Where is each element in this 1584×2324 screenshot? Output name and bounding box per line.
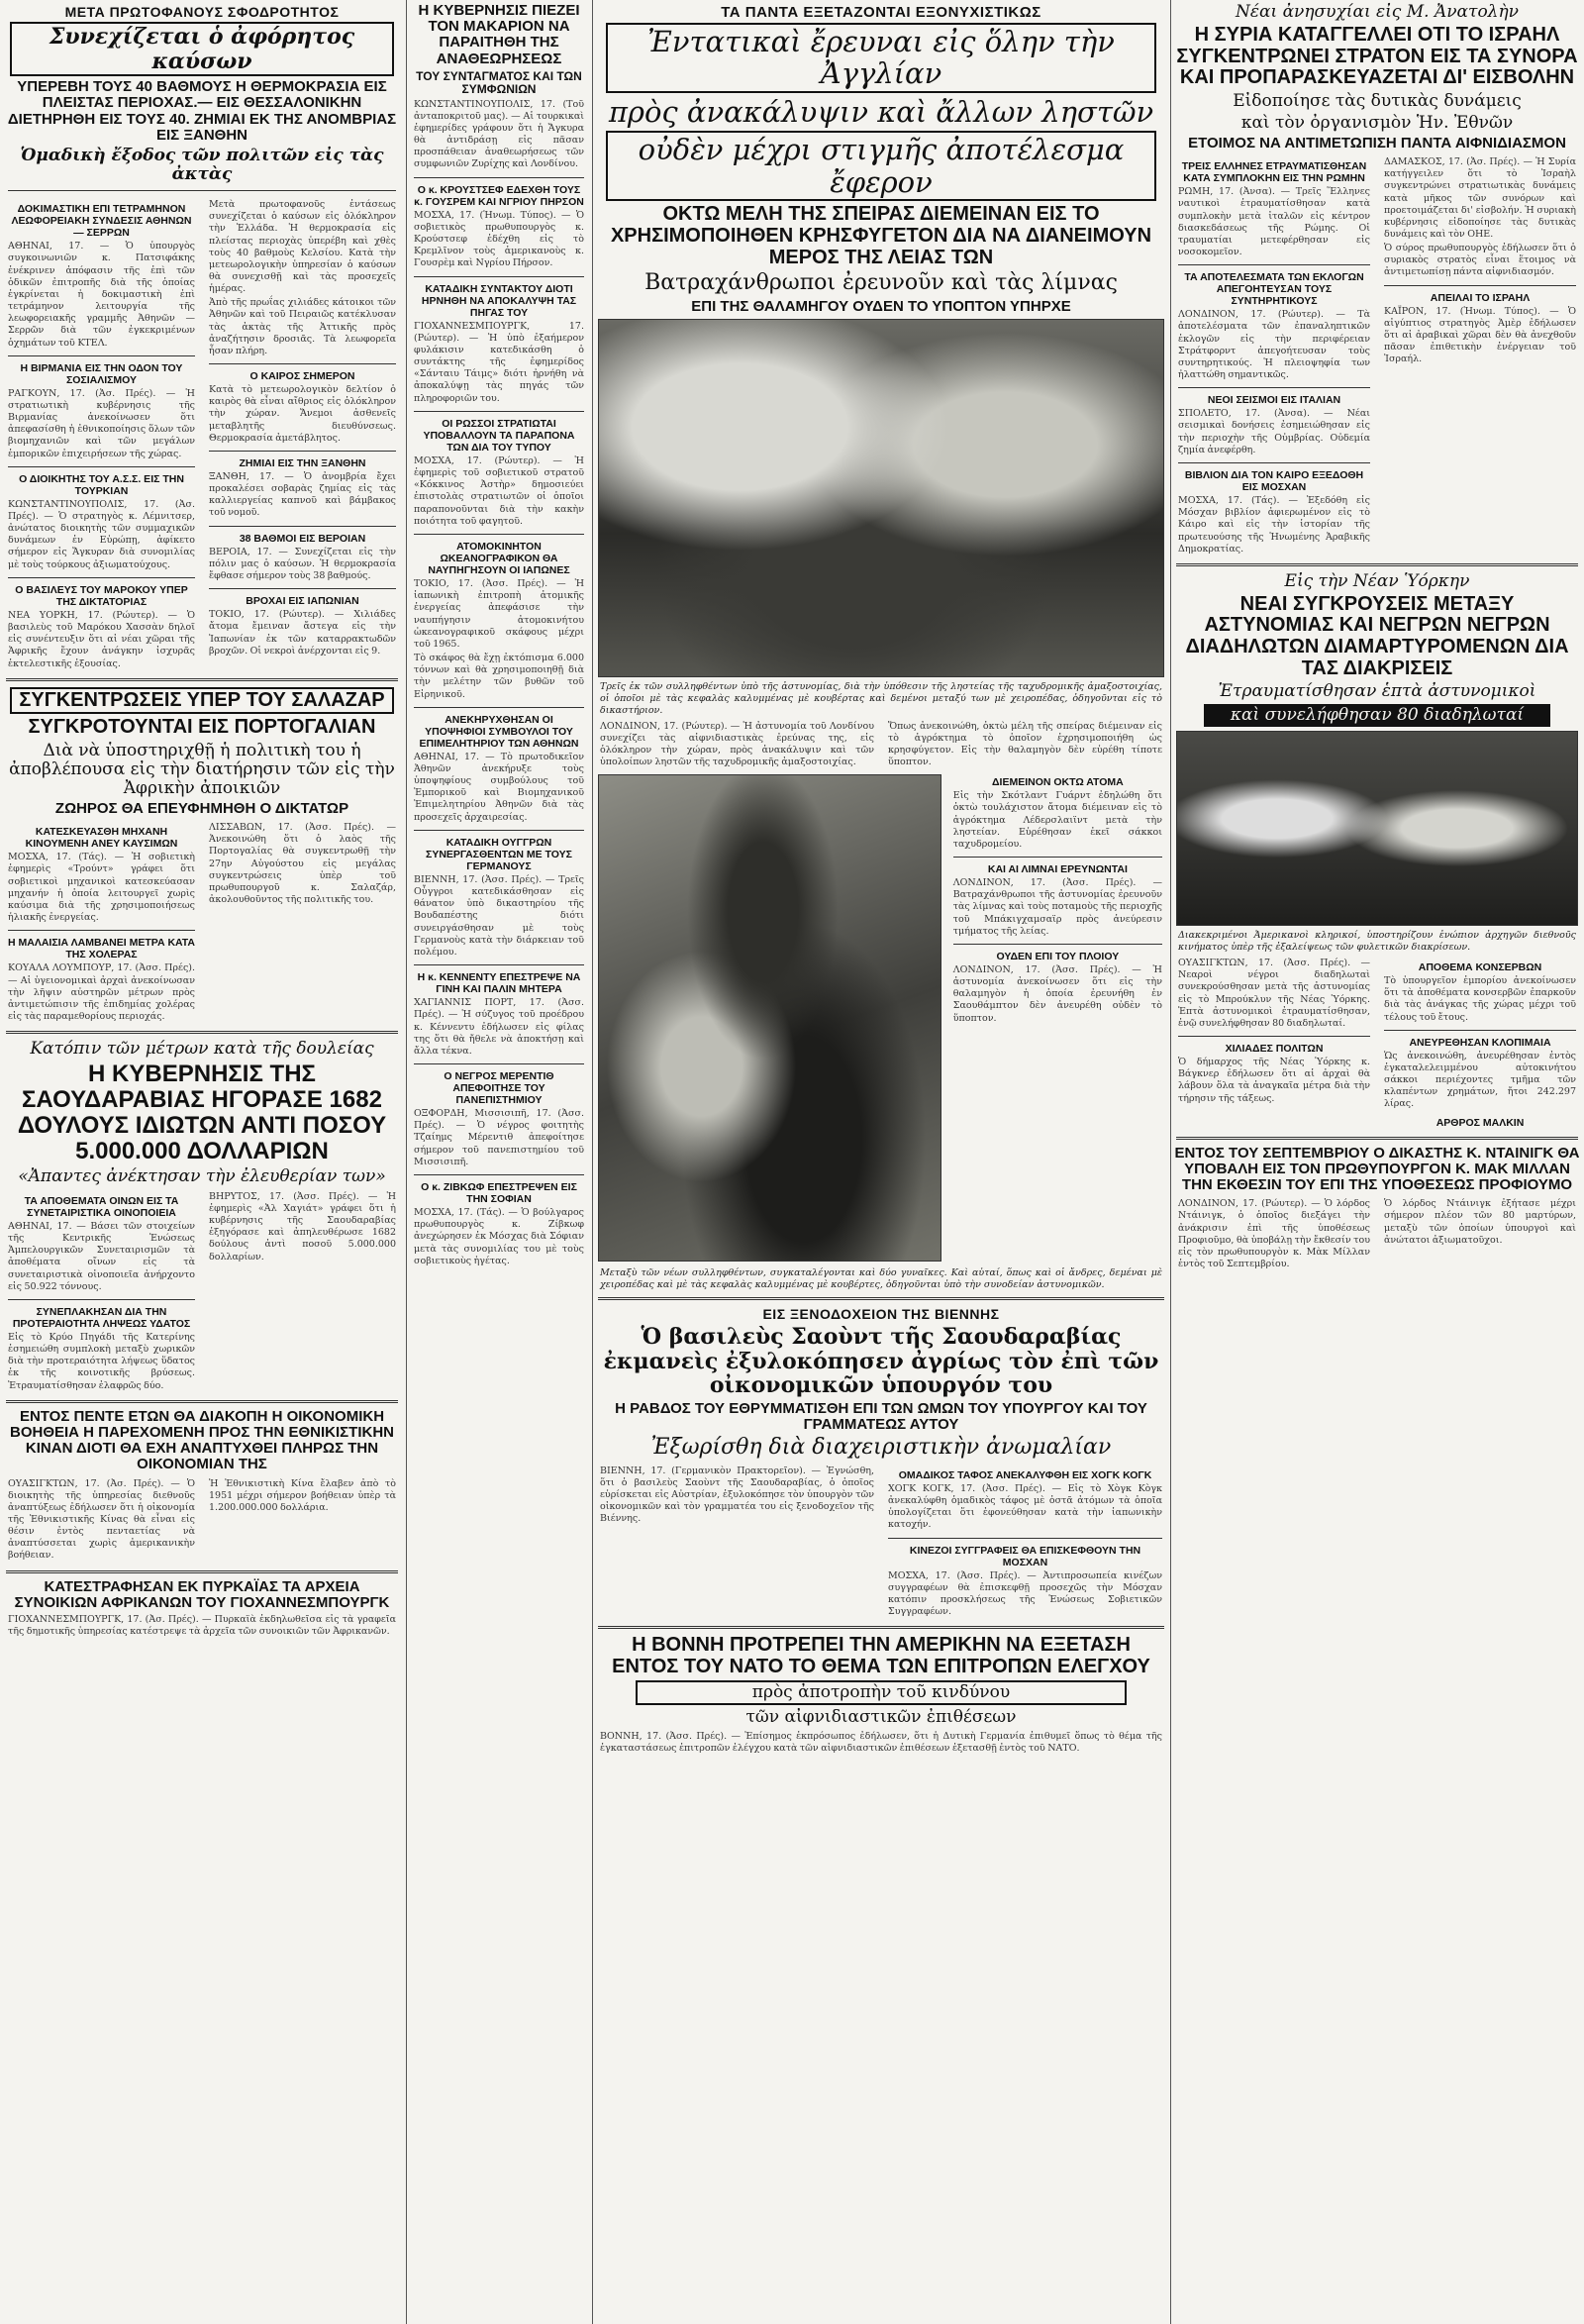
makarios-headline: Η ΚΥΒΕΡΝΗΣΙΣ ΠΙΕΖΕΙ ΤΟΝ ΜΑΚΑΡΙΟΝ ΝΑ ΠΑΡΑΙΤΗΘΗ ΤΗΣ ΑΝΑΘΕΩΡΗΣΕΩΣ [418,2,580,67]
saudi-headline: Η ΚΥΒΕΡΝΗΣΙΣ ΤΗΣ ΣΑΟΥΔΑΡΑΒΙΑΣ ΗΓΟΡΑΣΕ 1682 ΔΟΥΛΟΥΣ ΙΔΙΩΤΩΝ ΑΝΤΙ ΠΟΣΟΥ 5.000.000 ΔΟΛΛΑΡΙΩΝ [17,1061,387,1164]
robbery-kicker: ΤΑ ΠΑΝΤΑ ΕΞΕΤΑΖΟΝΤΑΙ ΕΞΟΝΥΧΙΣΤΙΚΩΣ [721,4,1041,21]
joburg-fire-body: ΓΙΟΧΑΝΝΕΣΜΠΟΥΡΓΚ, 17. (Ἀσ. Πρές). — Πυρκαϊὰ ἐκδηλωθεῖσα εἰς τὰ γραφεῖα τῆς δημοτικῆς ὑπηρεσίας κατέστρεψε τὰ ἀρχεῖα τῶν συνοικιῶν τῶν Ἀφρικανῶν. [8,1614,396,1638]
soviet-soldiers-body: ΜΟΣΧΑ, 17. (Ρώυτερ). — Ἡ ἐφημερὶς τοῦ σοβιετικοῦ στρατοῦ «Κόκκινος Ἀστὴρ» δημοσιεύει ἐπιστολὰς στρατιωτῶν οἱ ὁποῖοι παραπονοῦνται διὰ τὴν κακὴν ποιότητα τοῦ φαγητοῦ. [414,455,584,527]
afsouth-body: ΚΩΝΣΤΑΝΤΙΝΟΥΠΟΛΙΣ, 17. (Ἀσ. Πρές). — Ὁ στρατηγὸς κ. Λέμνιτσερ, ἀνώτατος διοικητὴς τῶν συμμαχικῶν δυνάμεων ἐν Εὐρώπῃ, ἀφίκετο σήμερον εἰς Ἄγκυραν διὰ συνομιλίας μὲ τοὺς τούρκους ἀξιωματούχους. [8,498,195,570]
syria-sub-1: Εἰδοποίησε τὰς δυτικὰς δυνάμεις [1233,90,1522,111]
robbery-headline-2: πρὸς ἀνακάλυψιν καὶ ἄλλων ληστῶν [608,94,1154,129]
elections-heading: ΤΑ ΑΠΟΤΕΛΕΣΜΑΤΑ ΤΩΝ ΕΚΛΟΓΩΝ ΑΠΕΓΟΗΤΕΥΣΑΝ ΤΟΥΣ ΣΥΝΤΗΡΗΤΙΚΟΥΣ [1184,271,1364,308]
china-aid-headline: ΕΝΤΟΣ ΠΕΝΤΕ ΕΤΩΝ ΘΑ ΔΙΑΚΟΠΗ Η ΟΙΚΟΝΟΜΙΚΗ ΒΟΗΘΕΙΑ Η ΠΑΡΕΧΟΜΕΝΗ ΠΡΟΣ ΤΗΝ ΕΘΝΙΚΙΣΤΙΚΗΝ ΚΙΝΑΝ ΔΙΟΤΙ ΘΑ ΕΧΗ ΑΝΑΠΤΥΧΘΕΙ ΠΛΗΡΩΣ ΤΗΝ ΟΙΚΟΝΟΜΙΑΝ ΤΗΣ [9,1407,395,1473]
ocean-vessel-body: ΤΟΚΙΟ, 17. (Ἀσσ. Πρές). — Ἡ ἰαπωνικὴ ἐπιτροπὴ ἀτομικῆς ἐνεργείας ἀπεφάσισε τὴν ναυπήγησιν ἀτομοκινήτου ὠκεανογραφικοῦ σκάφους μέχρι τοῦ 1965. [414,578,584,650]
damascus-body: ΔΑΜΑΣΚΟΣ, 17. (Ἀσ. Πρές). — Ἡ Συρία κατήγγειλεν ὅτι τὸ Ἰσραὴλ συγκεντρώνει στρατιωτικὰς δυνάμεις κατὰ μῆκος τῶν συνόρων καὶ προετοιμάζεται δι' εἰσβολήν. Ἡ συριακὴ κυβέρνησις εἰδοποίησε τὰς δυτικὰς δυνάμεις καὶ τὸν ΟΗΕ. [1384,156,1576,240]
engine-heading: ΚΑΤΕΣΚΕΥΑΣΘΗ ΜΗΧΑΝΗ ΚΙΝΟΥΜΕΝΗ ΑΝΕΥ ΚΑΥΣΙΜΩΝ [25,826,178,851]
ocean-vessel-heading: ΑΤΟΜΟΚΙΝΗΤΟΝ ΩΚΕΑΝΟΓΡΑΦΙΚΟΝ ΘΑ ΝΑΥΠΗΓΗΣΟΥΝ ΟΙ ΙΑΠΩΝΕΣ [428,540,570,577]
canned-goods-body: Τὸ ὑπουργεῖον ἐμπορίου ἀνεκοίνωσεν ὅτι τὰ ἀποθέματα κονσερβῶν ἐπαρκοῦν διὰ τὰς ἀνάγκας τῆς χώρας μέχρι τοῦ τέλους τοῦ ἔτους. [1384,975,1576,1023]
morocco-heading: Ο ΒΑΣΙΛΕΥΣ ΤΟΥ ΜΑΡΟΚΟΥ ΥΠΕΡ ΤΗΣ ΔΙΚΤΑΤΟΡΙΑΣ [15,583,188,608]
eight-persons-body: Εἰς τὴν Σκότλαντ Γυάρντ ἐδηλώθη ὅτι ὀκτὼ τουλάχιστον ἄτομα διέμειναν εἰς τὸ ἀγρόκτημα Λέδερσλαιϊντ μετὰ τὴν ληστείαν. Εὑρέθησαν ἐκεῖ σάκκοι ταχυδρομείου. [952,790,1162,850]
newyork-kicker: Εἰς τὴν Νέαν Ὑόρκην [1284,570,1470,591]
rome-heading: ΤΡΕΙΣ ΕΛΛΗΝΕΣ ΕΤΡΑΥΜΑΤΙΣΘΗΣΑΝ ΚΑΤΑ ΣΥΜΠΛΟΚΗΝ ΕΙΣ ΤΗΝ ΡΩΜΗΝ [1181,160,1367,185]
vienna-deck: Η ΡΑΒΔΟΣ ΤΟΥ ΕΘΡΥΜΜΑΤΙΣΘΗ ΕΠΙ ΤΩΝ ΩΜΩΝ ΤΟΥ ΥΠΟΥΡΓΟΥ ΚΑΙ ΤΟΥ ΓΡΑΜΜΑΤΕΩΣ ΑΥΤΟΥ [615,1399,1147,1433]
meredith-heading: Ο ΝΕΓΡΟΣ ΜΕΡΕΝΤΙΘ ΑΠΕΦΟΙΤΗΣΕ ΤΟΥ ΠΑΝΕΠΙΣΤΗΜΙΟΥ [444,1069,554,1107]
journalist-heading: ΚΑΤΑΔΙΚΗ ΣΥΝΤΑΚΤΟΥ ΔΙΟΤΙ ΗΡΝΗΘΗ ΝΑ ΑΠΟΚΑΛΥΨΗ ΤΑΣ ΠΗΓΑΣ ΤΟΥ [421,282,577,319]
chamber-body: ΑΘΗΝΑΙ, 17. — Τὸ πρωτοδικεῖον Ἀθηνῶν ἀνεκήρυξε τοὺς ὑποψηφίους συμβούλους τοῦ Ἐμπορικοῦ καὶ Βιομηχανικοῦ Ἐπιμελητηρίου Ἀθηνῶν διὰ τὰς προσεχεῖς ἀρχαιρεσίας. [414,751,584,823]
soviet-soldiers-heading: ΟΙ ΡΩΣΣΟΙ ΣΤΡΑΤΙΩΤΑΙ ΥΠΟΒΑΛΛΟΥΝ ΤΑ ΠΑΡΑΠΟΝΑ ΤΩΝ ΔΙΑ ΤΟΥ ΤΥΠΟΥ [423,417,575,454]
thousands-heading: ΧΙΛΙΑΔΕΣ ΠΟΛΙΤΩΝ [1225,1043,1324,1055]
salazar-deck: ΖΩΗΡΟΣ ΘΑ ΕΠΕΥΦΗΜΗΘΗ Ο ΔΙΚΤΑΤΩΡ [54,799,349,817]
veria-heading: 38 ΒΑΘΜΟΙ ΕΙΣ ΒΕΡΟΙΑΝ [239,532,366,545]
heat-sub: Ὁμαδικὴ ἔξοδος τῶν πολιτῶν εἰς τὰς ἀκτὰς [20,146,384,185]
cairo-book-heading: ΒΙΒΛΙΟΝ ΔΙΑ ΤΟΝ ΚΑΙΡΟ ΕΞΕΔΟΘΗ ΕΙΣ ΜΟΣΧΑΝ [1184,468,1364,493]
center-columns [596,0,1166,2324]
khrushchev-heading: Ο κ. ΚΡΟΥΣΤΣΕΦ ΕΔΕΧΘΗ ΤΟΥΣ κ. ΓΟΥΣΡΕΜ ΚΑΙ ΝΓΡΙΟΥ ΠΗΡΣΟΝ [414,183,584,208]
burma-heading: Η ΒΙΡΜΑΝΙΑ ΕΙΣ ΤΗΝ ΟΔΟΝ ΤΟΥ ΣΟΣΙΑΛΙΣΜΟΥ [20,361,183,386]
women-arrested-caption: Μεταξὺ τῶν νέων συλληφθέντων, συγκαταλέγονται καὶ δύο γυναῖκες. Καὶ αὐταί, ὅπως καὶ οἱ ἄνδρες, δεμέναι μὲ χειροπέδας καὶ μὲ τὰς κεφαλὰς καλυμμένας μὲ κουβέρτες, ὁδηγοῦνται ὑπὸ τὴν συνοδείαν ἀστυνομικῶν. [600,1267,1162,1291]
mideast-kicker: Νέαι ἀνησυχίαι εἰς Μ. Ἀνατολὴν [1236,2,1519,22]
kennedy-heading: Η κ. ΚΕΝΝΕΝΤΥ ΕΠΕΣΤΡΕΨΕ ΝΑ ΓΙΝΗ ΚΑΙ ΠΑΛΙΝ ΜΗΤΕΡΑ [417,971,581,996]
zhivkov-body: ΜΟΣΧΑ, 17. (Τάς). — Ὁ βούλγαρος πρωθυπουργὸς κ. Ζίβκωφ ἀνεχώρησεν ἐκ Μόσχας διὰ Σόφιαν μετὰ τὰς συνομιλίας του μὲ τοὺς σοβιετικοὺς ἡγέτας. [414,1207,584,1266]
loot-found-body: Ὡς ἀνεκοινώθη, ἀνευρέθησαν ἐντὸς ἐγκαταλελειμμένου αὐτοκινήτου σάκκοι περιέχοντες τμῆμα τῶν κλαπέντων χρημάτων, ἤτοι 242.297 λίρας. [1384,1050,1576,1110]
saudi-sub: «Ἀπαντες ἀνέκτησαν τὴν ἐλευθερίαν των» [18,1165,386,1186]
wine-heading: ΤΑ ΑΠΟΘΕΜΑΤΑ ΟΙΝΩΝ ΕΙΣ ΤΑ ΣΥΝΕΤΑΙΡΙΣΤΙΚΑ ΟΙΝΟΠΟΙΕΙΑ [24,1194,179,1219]
mass-grave-heading: ΟΜΑΔΙΚΟΣ ΤΑΦΟΣ ΑΝΕΚΑΛΥΦΘΗ ΕΙΣ ΧΟΓΚ ΚΟΓΚ [898,1468,1152,1481]
kennedy-body: ΧΑΓΙΑΝΝΙΣ ΠΟΡΤ, 17. (Ἀσσ. Πρές). — Ἡ σύζυγος τοῦ προέδρου κ. Κέννεντυ ἐδήλωσεν εἰς φίλας της ὅτι θὰ ἤθελε νὰ ἀποκτήσῃ καὶ ἄλλα τέκνα. [414,997,584,1057]
meredith-body: ΟΞΦΟΡΔΗ, Μισσισιπῆ, 17. (Ἀσσ. Πρές). — Ὁ νέγρος φοιτητὴς Τζαίημς Μέρεντιθ ἀπεφοίτησε σήμερον τοῦ πανεπιστημίου τοῦ Μισσισιπῆ. [414,1108,584,1167]
xanthi-heading: ΖΗΜΙΑΙ ΕΙΣ ΤΗΝ ΞΑΝΘΗΝ [239,456,366,469]
xanthi-body: ΞΑΝΘΗ, 17. — Ὁ ἀνομβρία ἔχει προκαλέσει σοβαρὰς ζημίας εἰς τὰς καλλιεργείας καπνοῦ καὶ βάμβακος τοῦ νομοῦ. [209,471,396,519]
engine-body: ΜΟΣΧΑ, 17. (Τάς). — Ἡ σοβιετικὴ ἐφημερὶς «Τρούντ» γράφει ὅτι σοβιετικοὶ μηχανικοὶ κατεσκεύασαν μηχανήν ἡ ὁποία λειτουργεῖ χωρὶς καύσιμα διὰ τῆς χρησιμοποιήσεως ἡλιακῆς ἐνεργείας. [8,852,195,924]
journalist-body: ΓΙΟΧΑΝΝΕΣΜΠΟΥΡΓΚ, 17. (Ρώυτερ). — Ἡ ὑπὸ ἐξαήμερον φυλάκισιν κατεδικάσθη ὁ συντάκτης τῆς ἐφημερίδος «Σάνταιυ Τάιμς» διότι ἠρνήθη νὰ ἀποκαλύψῃ τὰς πηγάς τῶν πληροφοριῶν του. [414,320,584,404]
suspects-photo-caption: Τρεῖς ἐκ τῶν συλληφθέντων ὑπὸ τῆς ἀστυνομίας, διὰ τὴν ὑπόθεσιν τῆς ληστείας τῆς ταχυδρομικῆς ἀμαξοστοιχίας, οἱ ὁποῖοι μὲ τὰς κεφαλὰς καλυμμένας μὲ κουβέρτας καὶ δεμένοι μεταξύ των μὲ χειροπέδας, ὁδηγοῦνται εἰς τὸ δικαστήριον. [600,680,1162,716]
bonn-sub-1: πρὸς ἀποτροπὴν τοῦ κινδύνου [636,1680,1127,1705]
japan-rain-body: ΤΟΚΙΟ, 17. (Ρώυτερ). — Χιλιάδες ἄτομα ἔμειναν ἄστεγα εἰς τὴν Ἰαπωνίαν ἐκ τῶν καταρρακτωδῶν βροχῶν. Οἱ νεκροὶ ἀνέρχονται εἰς 9. [209,609,396,657]
column-1 [4,0,400,2324]
israel-threat-heading: ΑΠΕΙΛΑΙ ΤΟ ΙΣΡΑΗΛ [1430,291,1531,304]
lakes-heading: ΚΑΙ ΑΙ ΛΙΜΝΑΙ ΕΡΕΥΝΩΝΤΑΙ [987,863,1128,876]
salazar-sub: Διὰ νὰ ὑποστηριχθῇ ἡ πολιτικὴ του ἡ ἀποβλέπουσα εἰς τὴν διατήρησιν τῶν εἰς τὴν Ἀφρικὴν ἀποικιῶν [9,740,395,798]
vienna-headline: Ὁ βασιλεὺς Σαοὺντ τῆς Σαουδαραβίας ἐκμανεὶς ἐξυλοκόπησεν ἀγρίως τὸν ἐπὶ τῶν οἰκονομικῶν ὑπουργόν του [603,1323,1159,1399]
vienna-sub: Ἐξωρίσθη διὰ διαχειριστικὴν ἀνωμαλίαν [650,1435,1112,1461]
robbery-headline-1: Ἐντατικαὶ ἔρευναι εἰς ὅλην τὴν Ἀγγλίαν [606,23,1156,93]
denning-body: ΛΟΝΔΙΝΟΝ, 17. (Ρώυτερ). — Ὁ λόρδος Ντάινιγκ, ὁ ὁποῖος διεξάγει τὴν ἀνάκρισιν ἐπὶ τῆς ὑποθέσεως Προφιοῦμο, θὰ ὑποβάλῃ τὴν ἔκθεσίν του εἰς τὸν πρωθυπουργὸν κ. Μὰκ Μίλλαν ἐντὸς τοῦ Σεπτεμβρίου. [1178,1198,1370,1269]
ship-body: ΛΟΝΔΙΝΟΝ, 17. (Ἀσσ. Πρές). — Ἡ ἀστυνομία ἀνεκοίνωσεν ὅτι εἰς τὴν θαλαμηγὸν ἡ ὁποία ἐρευνήθη ἐν Σαουθάμπτον δὲν ἀνευρέθη οὐδὲν τὸ ὕποπτον. [952,963,1162,1024]
makarios-body: ΚΩΝΣΤΑΝΤΙΝΟΥΠΟΛΙΣ, 17. (Τοῦ ἀνταποκριτοῦ μας). — Αἱ τουρκικαὶ ἐφημερίδες γράφουν ὅτι ἡ Ἄγκυρα θὰ ἀντιδράσῃ εἰς πᾶσαν προσπάθειαν ἀναθεωρήσεως τῶν συμφωνιῶν Ζυρίχης καὶ Λονδίνου. [414,98,584,170]
afsouth-heading: Ο ΔΙΟΙΚΗΤΗΣ ΤΟΥ Α.Σ.Σ. ΕΙΣ ΤΗΝ ΤΟΥΡΚΙΑΝ [19,472,184,497]
quake-heading: ΝΕΟΙ ΣΕΙΣΜΟΙ ΕΙΣ ΙΤΑΛΙΑΝ [1207,394,1341,407]
joburg-fire-headline: ΚΑΤΕΣΤΡΑΦΗΣΑΝ ΕΚ ΠΥΡΚΑΪΑΣ ΤΑ ΑΡΧΕΙΑ ΣΥΝΟΙΚΙΩΝ ΑΦΡΙΚΑΝΩΝ ΤΟΥ ΓΙΟΧΑΝΝΕΣΜΠΟΥΡΓΚ [14,1577,390,1611]
robbery-sub: Βατραχάνθρωποι ἐρευνοῦν καὶ τὰς λίμνας [644,270,1118,296]
heat-body-2: Ἀπὸ τῆς πρωΐας χιλιάδες κάτοικοι τῶν Ἀθηνῶν καὶ τοῦ Πειραιῶς κατέκλυσαν τὰς ἀκτὰς τῆς Ἀττικῆς πρὸς ἀναζήτησιν δροσιᾶς. Τὰ λεωφορεῖα ἦσαν πλήρη. [209,297,396,356]
women-arrested-photo [598,774,941,1262]
saudi-kicker: Κατόπιν τῶν μέτρων κατὰ τῆς δουλείας [30,1039,374,1060]
japan-rain-heading: ΒΡΟΧΑΙ ΕΙΣ ΙΑΠΩΝΙΑΝ [246,595,359,608]
suspects-photo [598,319,1164,677]
hungary-body: ΒΙΕΝΝΗ, 17. (Ἀσσ. Πρές). — Τρεῖς Οὗγγροι κατεδικάσθησαν εἰς θάνατον ὑπὸ δικαστηρίου τῆς Βουδαπέστης διότι συνειργάσθησαν μὲ τοὺς Γερμανοὺς κατὰ τὴν διάρκειαν τοῦ πολέμου. [414,873,584,958]
israel-threat-body: ΚΑΪΡΟΝ, 17. (Ἡνωμ. Τύπος). — Ὁ αἰγύπτιος στρατηγὸς Ἀμὲρ ἐδήλωσεν ὅτι αἱ ἀραβικαὶ χῶραι δὲν θὰ ἀνεχθοῦν πᾶσαν ἐπιθετικὴν ἐνέργειαν τοῦ Ἰσραήλ. [1384,305,1576,365]
bonn-body: ΒΟΝΝΗ, 17. (Ἀσσ. Πρές). — Ἐπίσημος ἐκπρόσωπος ἐδήλωσεν, ὅτι ἡ Δυτικὴ Γερμανία ἐπιθυμεῖ ὅπως τὸ θέμα τῆς ἐγκαταστάσεως ἐπιτροπῶν ἐλέγχου κατὰ τῶν αἰφνιδιαστικῶν ἐπιθέσεων ἐξετασθῇ ἐντὸς τοῦ ΝΑΤΟ. [600,1730,1162,1754]
loot-found-heading: ΑΝΕΥΡΕΘΗΣΑΝ ΚΛΟΠΙΜΑΙΑ [1409,1036,1551,1049]
heat-body: Μετὰ πρωτοφανοῦς ἐντάσεως συνεχίζεται ὁ καύσων εἰς ὁλόκληρον τὴν Ἑλλάδα. Ἡ θερμοκρασία εἰς πλείστας περιοχὰς ὑπερέβη καὶ χθὲς τοὺς 40 βαθμοὺς Κελσίου. Κατὰ τὴν μετεωρολογικὴν ὑπηρεσίαν ὁ καύσων θὰ συνεχισθῇ καὶ τὰς προσεχεῖς ἡμέρας. [209,199,396,295]
robbery-body-2: Ὅπως ἀνεκοινώθη, ὀκτὼ μέλη τῆς σπείρας διέμειναν εἰς τὸ ἀγρόκτημα τὸ ὁποῖον ἐχρησιμοποιήθη ὡς κρησφύγετον. Εἰς τὴν θαλαμηγὸν δὲν εὑρέθη τίποτε ὕποπτον. [888,720,1162,768]
water-body: Εἰς τὸ Κρύο Πηγάδι τῆς Κατερίνης ἐσημειώθη συμπλοκὴ μεταξὺ χωρικῶν διὰ τὴν προτεραιότητα λήψεως ὕδατος ἐκ τῆς κοινοτικῆς βρύσεως. Ἐτραυματίσθησαν ἐλαφρῶς δύο. [8,1332,195,1391]
newyork-sub-1: Ἐτραυματίσθησαν ἑπτὰ ἀστυνομικοὶ [1218,681,1536,702]
khrushchev-body: ΜΟΣΧΑ, 17. (Ἡνωμ. Τύπος). — Ὁ σοβιετικὸς πρωθυπουργὸς κ. Κρούστσεφ ἐδέχθη εἰς τὸ Κρεμλῖνον τοὺς ἀμερικανοὺς κ. Γουσρὲμ καὶ Νγρίου Πήρσον. [414,209,584,269]
robbery-sub-2: ΕΠΙ ΤΗΣ ΘΑΛΑΜΗΓΟΥ ΟΥΔΕΝ ΤΟ ΥΠΟΠΤΟΝ ΥΠΗΡΧΕ [691,297,1071,315]
newyork-body: ΟΥΑΣΙΓΚΤΩΝ, 17. (Ἀσσ. Πρές). — Νεαροὶ νέγροι διαδηλωταὶ συνεκρούσθησαν μετὰ τῆς ἀστυνομίας εἰς τὸ Μπρούκλυν τῆς Νέας Ὑόρκης. Ἑπτὰ ἀστυνομικοὶ ἐτραυματίσθησαν, ἐνῷ συνελήφθησαν 80 διαδηλωταί. [1178,958,1370,1029]
hungary-heading: ΚΑΤΑΔΙΚΗ ΟΥΓΓΡΩΝ ΣΥΝΕΡΓΑΣΘΕΝΤΩΝ ΜΕ ΤΟΥΣ ΓΕΡΜΑΝΟΥΣ [426,836,572,872]
china-aid-body-2: Ἡ Ἐθνικιστικὴ Κίνα ἔλαβεν ἀπὸ τὸ 1951 μέχρι σήμερον βοήθειαν ὑπὲρ τὰ 1.200.000.000 δολλάρια. [209,1477,396,1513]
syria-deck: ΕΤΟΙΜΟΣ ΝΑ ΑΝΤΙΜΕΤΩΠΙΣΗ ΠΑΝΤΑ ΑΙΦΝΙΔΙΑΣΜΟΝ [1188,134,1566,152]
syria-headline: Η ΣΥΡΙΑ ΚΑΤΑΓΓΕΛΛΕΙ ΟΤΙ ΤΟ ΙΣΡΑΗΛ ΣΥΓΚΕΝΤΡΩΝΕΙ ΣΤΡΑΤΟΝ ΕΙΣ ΤΑ ΣΥΝΟΡΑ ΚΑΙ ΠΡΟΠΑΡΑΣΚΕΥΑΖΕΤΑΙ ΔΙ' ΕΙΣΒΟΛΗΝ [1176,24,1578,89]
veria-body: ΒΕΡΟΙΑ, 17. — Συνεχίζεται εἰς τὴν πόλιν μας ὁ καύσων. Ἡ θερμοκρασία ἔφθασε σήμερον τοὺς 38 βαθμούς. [209,546,396,581]
loot-found-signature: ΑΡΘΡΟΣ ΜΑΛΚΙΝ [1436,1116,1525,1129]
chinese-writers-heading: ΚΙΝΕΖΟΙ ΣΥΓΓΡΑΦΕΙΣ ΘΑ ΕΠΙΣΚΕΦΘΟΥΝ ΤΗΝ ΜΟΣΧΑΝ [909,1544,1141,1568]
rome-body: ΡΩΜΗ, 17. (Ἀνσα). — Τρεῖς Ἕλληνες ναυτικοὶ ἐτραυματίσθησαν κατὰ συμπλοκὴν μετὰ ἰταλῶν εἰς κέντρον διασκεδάσεως τῆς Ρώμης. Οἱ τραυματίαι μετεφέρθησαν εἰς νοσοκομεῖον. [1178,186,1370,257]
robbery-headline-3: οὐδὲν μέχρι στιγμῆς ἀποτέλεσμα ἔφερον [606,131,1156,201]
clergy-photo [1176,731,1578,926]
quake-body: ΣΠΟΛΕΤΟ, 17. (Ἀνσα). — Νέαι σεισμικαὶ δονήσεις ἐσημειώθησαν εἰς τὴν περιοχὴν τῆς Οὐμβρίας. Οὐδεμία ζημία ἀνεφέρθη. [1178,408,1370,455]
heat-deck: ΥΠΕΡΕΒΗ ΤΟΥΣ 40 ΒΑΘΜΟΥΣ Η ΘΕΡΜΟΚΡΑΣΙΑ ΕΙΣ ΠΛΕΙΣΤΑΣ ΠΕΡΙΟΧΑΣ.— ΕΙΣ ΘΕΣΣΑΛΟΝΙΚΗΝ ΔΙΕΤΗΡΗΘΗ ΕΙΣ ΤΟΥΣ 40. ΖΗΜΙΑΙ ΕΚ ΤΗΣ ΑΝΟΜΒΡΙΑΣ ΕΙΣ ΞΑΝΘΗΝ [7,78,397,144]
damascus-body-2: Ὁ σύρος πρωθυπουργὸς ἐδήλωσεν ὅτι ὁ συριακὸς στρατὸς εἶναι ἕτοιμος νὰ ἀντιμετωπίσῃ πάντα αἰφνιδιασμόν. [1384,243,1576,278]
bus-line-heading: ΔΟΚΙΜΑΣΤΙΚΗ ΕΠΙ ΤΕΤΡΑΜΗΝΟΝ ΛΕΩΦΟΡΕΙΑΚΗ ΣΥΝΔΕΣΙΣ ΑΘΗΝΩΝ — ΣΕΡΡΩΝ [11,203,192,240]
bus-line-body: ΑΘΗΝΑΙ, 17. — Ὁ ὑπουργὸς συγκοινωνιῶν κ. Πατσιφάκης ἐνέκρινεν ἀπόφασιν τῆς ἐπὶ τῶν ὁδικῶν ἐπιτροπῆς διὰ τῆς ὁποίας ἐγκρίνεται ἡ δοκιμαστικὴ ἐπὶ τετράμηνον λειτουργία τῆς λεωφορειακῆς γραμμῆς Ἀθηνῶν — Σερρῶν διὰ τῶν ἐγκεκριμένων ὁχημάτων τοῦ ΚΤΕΛ. [8,241,195,349]
bonn-sub-2: τῶν αἰφνιδιαστικῶν ἐπιθέσεων [745,1707,1017,1728]
heat-headline: Συνεχίζεται ὁ ἀφόρητος καύσων [10,22,394,76]
weather-heading: Ο ΚΑΙΡΟΣ ΣΗΜΕΡΟΝ [249,370,355,383]
newyork-headline: ΝΕΑΙ ΣΥΓΚΡΟΥΣΕΙΣ ΜΕΤΑΞΥ ΑΣΤΥΝΟΜΙΑΣ ΚΑΙ ΝΕΓΡΩΝ ΝΕΓΡΩΝ ΔΙΑΔΗΛΩΤΩΝ ΔΙΑΜΑΡΤΥΡΟΜΕΝΩΝ ΔΙΑ ΤΑΣ ΔΙΑΚΡΙΣΕΙΣ [1185,592,1569,679]
chamber-heading: ΑΝΕΚΗΡΥΧΘΗΣΑΝ ΟΙ ΥΠΟΨΗΦΙΟΙ ΣΥΜΒΟΥΛΟΙ ΤΟΥ ΕΠΙΜΕΛΗΤΗΡΙΟΥ ΤΩΝ ΑΘΗΝΩΝ [419,713,579,750]
denning-headline: ΕΝΤΟΣ ΤΟΥ ΣΕΠΤΕΜΒΡΙΟΥ Ο ΔΙΚΑΣΤΗΣ Κ. ΝΤΑΙΝΙΓΚ ΘΑ ΥΠΟΒΑΛΗ ΕΙΣ ΤΟΝ ΠΡΩΘΥΠΟΥΡΓΟΝ Κ. ΜΑΚ ΜΙΛΛΑΝ ΤΗΝ ΕΚΘΕΣΙΝ ΤΟΥ ΕΠΙ ΤΗΣ ΥΠΟΘΕΣΕΩΣ ΠΡΟΦΙΟΥΜΟ [1174,1144,1580,1194]
denning-body-2: Ὁ λόρδος Ντάινιγκ ἐξήτασε μέχρι σήμερον πλέον τῶν 80 μαρτύρων, μεταξὺ τῶν ὁποίων ὑπουργοὶ καὶ ἀνώτατοι ἀξιωματοῦχοι. [1384,1198,1576,1246]
burma-body: ΡΑΓΚΟΥΝ, 17. (Ἀσ. Πρές). — Ἡ στρατιωτικὴ κυβέρνησις τῆς Βιρμανίας ἀνεκοίνωσεν ὅτι ἀπεφασίσθη ἡ ἐθνικοποίησις ὅλων τῶν βιομηχανιῶν καὶ τῶν μεγάλων ἐμπορικῶν ἐπιχειρήσεων τῆς χώρας. [8,387,195,459]
bonn-headline: Η ΒΟΝΝΗ ΠΡΟΤΡΕΠΕΙ ΤΗΝ ΑΜΕΡΙΚΗΝ ΝΑ ΕΞΕΤΑΣΗ ΕΝΤΟΣ ΤΟΥ ΝΑΤΟ ΤΟ ΘΕΜΑ ΤΩΝ ΕΠΙΤΡΟΠΩΝ ΕΛΕΓΧΟΥ [612,1634,1150,1677]
makarios-sub: ΤΟΥ ΣΥΝΤΑΓΜΑΤΟΣ ΚΑΙ ΤΩΝ ΣΥΜΦΩΝΙΩΝ [416,68,582,96]
cairo-book-body: ΜΟΣΧΑ, 17. (Τάς). — Ἐξεδόθη εἰς Μόσχαν βιβλίον ἀφιερωμένον εἰς τὸ Κάιρο καὶ εἰς τὴν ἱστορίαν τῆς πρωτευούσης τῆς Ἡνωμένης Ἀραβικῆς Δημοκρατίας. [1178,495,1370,555]
vienna-body: ΒΙΕΝΝΗ, 17. (Γερμανικὸν Πρακτορεῖον). — Ἐγνώσθη, ὅτι ὁ βασιλεὺς Σαοὺντ τῆς Σαουδαραβίας, ὁ ὁποῖος εὑρίσκεται εἰς Αὐστρίαν, ἐξυλοκόπησε τὸν ὑπουργὸν τῶν οἰκονομικῶν καὶ τὸν γραμματέα του εἰς ξενοδοχεῖον τῆς Βιέννης. [600,1465,874,1525]
elections-body: ΛΟΝΔΙΝΟΝ, 17. (Ρώυτερ). — Τὰ ἀποτελέσματα τῶν ἐπαναληπτικῶν ἐκλογῶν εἰς τὴν περιφέρειαν Στράτφορντ ἀπεγοήτευσαν τοὺς συντηρητικούς. Ἡ πλειοψηφία των ἠλαττώθη σημαντικῶς. [1178,309,1370,381]
robbery-body: ΛΟΝΔΙΝΟΝ, 17. (Ρώυτερ). — Ἡ ἀστυνομία τοῦ Λονδίνου συνεχίζει τὰς αἰφνιδιαστικὰς ἐρεύνας της, εἰς ὁλόκληρον τὴν χώραν, πρὸς ἀνακάλυψιν καὶ τῶν ὑπολοίπων ληστῶν τῆς ταχυδρομικῆς ἀμαξοστοιχίας. [600,720,874,768]
lakes-body: ΛΟΝΔΙΝΟΝ, 17. (Ἀσσ. Πρές). — Βατραχάνθρωποι τῆς ἀστυνομίας ἐρευνοῦν τὰς λίμνας καὶ τοὺς ποταμοὺς τῆς περιοχῆς τοῦ Μπάκιγχαμσαϊρ πρὸς ἀνεύρεσιν τμήματος τῆς λείας. [952,877,1162,937]
zhivkov-heading: Ο κ. ΖΙΒΚΩΦ ΕΠΕΣΤΡΕΨΕΝ ΕΙΣ ΤΗΝ ΣΟΦΙΑΝ [421,1180,577,1205]
ocean-vessel-body-2: Τὸ σκάφος θὰ ἔχῃ ἐκτόπισμα 6.000 τόννων καὶ θὰ χρησιμοποιηθῇ διὰ τὴν μελέτην τῶν βυθῶν τοῦ Εἰρηνικοῦ. [414,653,584,700]
lisbon-body: ΛΙΣΣΑΒΩΝ, 17. (Ἀσσ. Πρές). — Ἀνεκοινώθη ὅτι ὁ λαὸς τῆς Πορτογαλίας θὰ συγκεντρωθῇ τὴν 27ην Αὐγούστου εἰς μεγάλας συγκεντρώσεις ὑπὲρ τοῦ πρωθυπουργοῦ κ. Σαλαζάρ, ἀκολουθοῦντος τῆς πολιτικῆς του. [209,822,396,906]
mass-grave-body: ΧΟΓΚ ΚΟΓΚ, 17. (Ἀσσ. Πρές). — Εἰς τὸ Χὸγκ Κὸγκ ἀνεκαλύφθη ὁμαδικὸς τάφος μὲ ὀστᾶ ἀτόμων τὰ ὁποῖα ὑπολογίζεται ὅτι ἐφονεύθησαν κατὰ τὴν ἰαπωνικὴν κατοχήν. [888,1482,1162,1531]
china-aid-body: ΟΥΑΣΙΓΚΤΩΝ, 17. (Ἀσ. Πρές). — Ὁ διοικητὴς τῆς ὑπηρεσίας διεθνοῦς ἀναπτύξεως ἐδήλωσεν ὅτι ἡ οἰκονομία τῆς Ἐθνικιστικῆς Κίνας θὰ εἶναι εἰς θέσιν ἐντὸς πενταετίας νὰ ἀναπτύσσεται χωρὶς ἀμερικανικὴν βοήθειαν. [8,1477,195,1562]
column-2 [410,0,588,2324]
canned-goods-heading: ΑΠΟΘΕΜΑ ΚΟΝΣΕΡΒΩΝ [1418,961,1542,974]
robbery-deck: ΟΚΤΩ ΜΕΛΗ ΤΗΣ ΣΠΕΙΡΑΣ ΔΙΕΜΕΙΝΑΝ ΕΙΣ ΤΟ ΧΡΗΣΙΜΟΠΟΙΗΘΕΝ ΚΡΗΣΦΥΓΕΤΟΝ ΔΙΑ ΝΑ ΔΙΑΝΕΙΜΟΥΝ ΜΕΡΟΣ ΤΗΣ ΛΕΙΑΣ ΤΩΝ [610,203,1152,268]
clergy-photo-caption: Διακεκριμένοι Ἀμερικανοὶ κληρικοί, ὑποστηρίζουν ἐνώπιον ἀρχηγῶν διεθνοῦς κινήματος ὑπὲρ τῆς ἐξαλείψεως τῶν φυλετικῶν διακρίσεων. [1178,930,1576,954]
salazar-headline-1: ΣΥΓΚΕΝΤΡΩΣΕΙΣ ΥΠΕΡ ΤΟΥ ΣΑΛΑΖΑΡ [10,687,394,715]
wine-body: ΑΘΗΝΑΙ, 17. — Βάσει τῶν στοιχείων τῆς Κεντρικῆς Ἑνώσεως Ἀμπελουργικῶν Συνεταιρισμῶν τὰ ἀποθέματα οἴνων εἰς τὰ συνεταιριστικὰ οἰνοποιεῖα ἀνήρχοντο εἰς 50.922 τόννους. [8,1220,195,1292]
eight-persons-heading: ΔΙΕΜΕΙΝΟΝ ΟΚΤΩ ΑΤΟΜΑ [992,776,1124,789]
chinese-writers-body: ΜΟΣΧΑ, 17. (Ἀσσ. Πρές). — Ἀντιπροσωπεία κινέζων συγγραφέων θὰ ἐπισκεφθῇ προσεχῶς τὴν Μόσχαν κατόπιν προσκλήσεως τῆς Ἑνώσεως Σοβιετικῶν Συγγραφέων. [888,1569,1162,1618]
malaysia-heading: Η ΜΑΛΑΙΣΙΑ ΛΑΜΒΑΝΕΙ ΜΕΤΡΑ ΚΑΤΑ ΤΗΣ ΧΟΛΕΡΑΣ [8,937,195,961]
morocco-body: ΝΕΑ ΥΟΡΚΗ, 17. (Ρώυτερ). — Ὁ βασιλεὺς τοῦ Μαρόκου Χασσὰν δηλοῖ εἰς συνέντευξιν ὅτι αἱ νέαι χῶραι τῆς Ἀφρικῆς ἔχουν ἀνάγκην ἰσχυρᾶς ἐκτελεστικῆς ἐξουσίας. [8,609,195,669]
column-5 [1174,0,1580,2324]
syria-sub-2: καὶ τὸν ὀργανισμὸν Ἡν. Ἐθνῶν [1240,112,1514,133]
water-heading: ΣΥΝΕΠΛΑΚΗΣΑΝ ΔΙΑ ΤΗΝ ΠΡΟΤΕΡΑΙΟΤΗΤΑ ΛΗΨΕΩΣ ΥΔΑΤΟΣ [12,1305,191,1330]
beirut-body: ΒΗΡΥΤΟΣ, 17. (Ἀσσ. Πρές). — Ἡ ἐφημερὶς «Ἀλ Χαγιάτ» γράφει ὅτι ἡ κυβέρνησις τῆς Σαουδαραβίας ἐξηγόρασε καὶ ἀπηλευθέρωσε 1682 δούλους ἀντὶ ποσοῦ 5.000.000 δολλαρίων. [209,1190,396,1263]
vienna-kicker: ΕΙΣ ΞΕΝΟΔΟΧΕΙΟΝ ΤΗΣ ΒΙΕΝΝΗΣ [762,1305,1000,1322]
thousands-body: Ὁ δήμαρχος τῆς Νέας Ὑόρκης κ. Βάγκνερ ἐδήλωσεν ὅτι αἱ ἀρχαὶ θὰ λάβουν ὅλα τὰ ἀναγκαῖα μέτρα διὰ τὴν τήρησιν τῆς τάξεως. [1178,1057,1370,1104]
newyork-sub-2: καὶ συνελήφθησαν 80 διαδηλωταί [1204,704,1550,727]
ship-heading: ΟΥΔΕΝ ΕΠΙ ΤΟΥ ΠΛΟΙΟΥ [996,950,1120,962]
malaysia-body: ΚΟΥΑΛΑ ΛΟΥΜΠΟΥΡ, 17. (Ἀσσ. Πρές). — Αἱ ὑγειονομικαὶ ἀρχαὶ ἀνεκοίνωσαν τὴν λῆψιν αὐστηρῶν μέτρων πρὸς ἀντιμετώπισιν τῆς ἐπιδημίας χολέρας εἰς τὰς παραμεθορίους περιοχάς. [8,962,195,1022]
weather-body: Κατὰ τὸ μετεωρολογικὸν δελτίον ὁ καιρὸς θὰ εἶναι αἴθριος εἰς ὁλόκληρον τὴν χώραν. Ἄνεμοι ἀσθενεῖς μεταβλητῆς διευθύνσεως. Θερμοκρασία ἀμετάβλητος. [209,384,396,444]
heat-kicker: ΜΕΤΑ ΠΡΩΤΟΦΑΝΟΥΣ ΣΦΟΔΡΟΤΗΤΟΣ [64,4,340,20]
salazar-headline-2: ΣΥΓΚΡΟΤΟΥΝΤΑΙ ΕΙΣ ΠΟΡΤΟΓΑΛΙΑΝ [28,716,376,739]
